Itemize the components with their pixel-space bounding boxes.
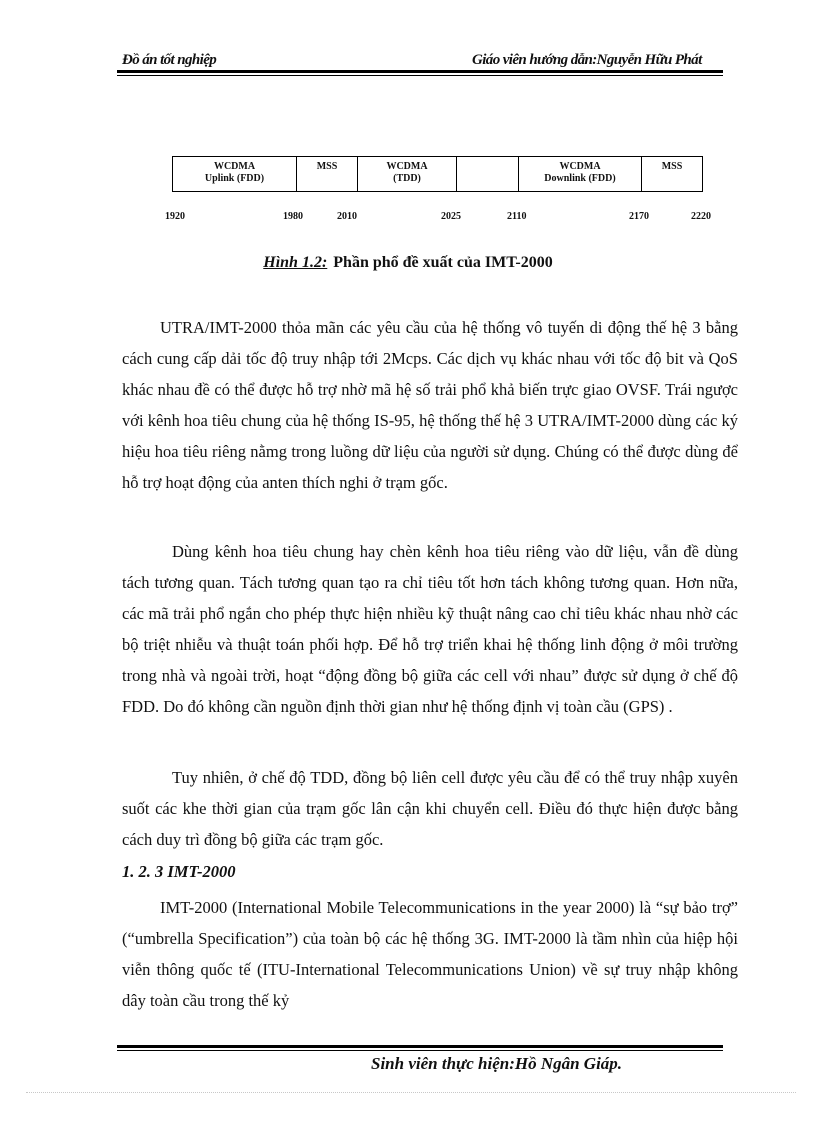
page-bottom-divider xyxy=(26,1092,796,1093)
segment-mss-1 xyxy=(297,157,358,191)
segment-wcdma-uplink xyxy=(173,157,297,191)
segment-wcdma-tdd xyxy=(358,157,457,191)
header-rule xyxy=(117,70,723,73)
frequency-tick: 2010 xyxy=(337,211,357,222)
frequency-tick: 2025 xyxy=(441,211,461,222)
spectrum-band xyxy=(172,156,703,192)
figure-caption xyxy=(0,254,816,272)
segment-label: MSS xyxy=(661,161,683,172)
segment-mss-2 xyxy=(642,157,702,191)
header-supervisor: Giáo viên hướng dẫn:Nguyễn Hữu Phát xyxy=(472,52,702,68)
figure-label: Hình 1.2: xyxy=(263,254,328,271)
frequency-tick: 1980 xyxy=(283,211,303,222)
segment-label: WCDMA xyxy=(559,161,601,172)
segment-sublabel: Uplink (FDD) xyxy=(204,173,265,184)
segment-wcdma-downlink xyxy=(519,157,642,191)
segment-label: WCDMA xyxy=(386,161,428,172)
frequency-tick: 2220 xyxy=(691,211,711,222)
figure-title: Phần phổ đề xuất của IMT-2000 xyxy=(333,254,553,271)
segment-sublabel: Downlink (FDD) xyxy=(544,173,616,184)
footer-rule-thin xyxy=(117,1050,723,1051)
footer-rule xyxy=(117,1045,723,1048)
frequency-tick: 2170 xyxy=(629,211,649,222)
body-paragraph-1: UTRA/IMT-2000 thỏa mãn các yêu cầu của hệ thống vô tuyến di động thế hệ 3 bằng cách cung cấp dải tốc độ truy nhập tới 2Mcps. Các dịch vụ khác nhau với tốc độ bit và QoS khác nhau đề có thể được hỗ trợ nhờ mã hệ số trải phổ khả biến trực giao OVSF. Trái ngược với kênh hoa tiêu chung của hệ thống IS-95, hệ thống thế hệ 3 UTRA/IMT-2000 dùng các ký hiệu hoa tiêu riêng nằmg trong luồng dữ liệu của người sử dụng. Chúng có thể được dùng để hỗ trợ hoạt động của anten thích nghi ở trạm gốc. xyxy=(122,318,738,492)
section-heading: 1. 2. 3 IMT-2000 xyxy=(122,862,236,881)
body-paragraph-4: IMT-2000 (International Mobile Telecommunications in the year 2000) là “sự bảo trợ” (“umbrella Specification”) của toàn bộ các hệ thống 3G. IMT-2000 là tầm nhìn của hiệp hội viễn thông quốc tế (ITU-International Telecommunications Union) về sự truy nhập không dây toàn cầu trong thế kỷ xyxy=(122,898,738,1010)
body-paragraph-3: Tuy nhiên, ở chế độ TDD, đồng bộ liên cell được yêu cầu để có thể truy nhập xuyên suốt các khe thời gian của trạm gốc lân cận khi chuyển cell. Điều đó thực hiện được bằng cách duy trì đồng bộ giữa các trạm gốc. xyxy=(122,768,738,849)
footer-author: Sinh viên thực hiện:Hồ Ngân Giáp. xyxy=(371,1054,623,1073)
segment-label: MSS xyxy=(316,161,338,172)
header-left-title: Đồ án tốt nghiệp xyxy=(122,52,217,68)
frequency-tick: 2110 xyxy=(507,211,527,222)
segment-gap xyxy=(457,157,519,191)
frequency-tick: 1920 xyxy=(165,211,185,222)
body-paragraph-2: Dùng kênh hoa tiêu chung hay chèn kênh hoa tiêu riêng vào dữ liệu, vẫn đề dùng tách tương quan. Tách tương quan tạo ra chỉ tiêu tốt hơn tách không tương quan. Hơn nữa, các mã trải phổ ngắn cho phép thực hiện nhiều kỹ thuật nâng cao chỉ tiêu khác nhau nhờ các bộ triệt nhiễu và thuật toán phối hợp. Để hỗ trợ triển khai hệ thống linh động ở môi trường trong nhà và ngoài trời, hoạt “động đồng bộ giữa các cell với nhau” được sử dụng ở chế độ FDD. Do đó không cần nguồn định thời gian như hệ thống định vị toàn cầu (GPS) . xyxy=(122,542,738,716)
segment-sublabel: (TDD) xyxy=(393,173,421,184)
segment-label: WCDMA xyxy=(213,161,256,172)
header-rule-thin xyxy=(117,75,723,76)
